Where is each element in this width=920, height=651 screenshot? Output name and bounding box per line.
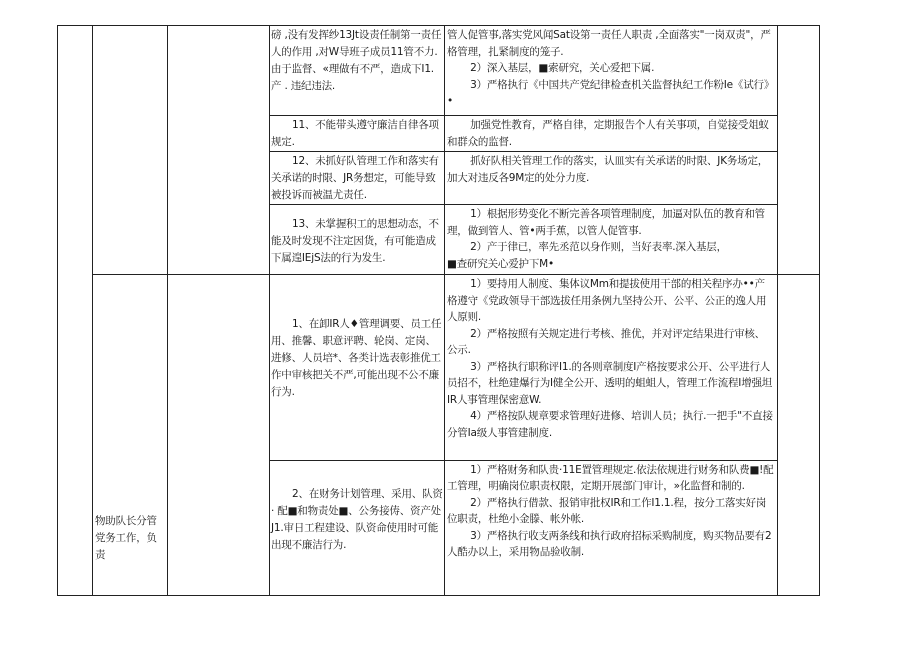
measure-item: 1）要持用人制度、集体议Mm和提拔使用干部的相关程序办••产格遵守《党政领导干部选拔任用条例九坚持公开、公平、公正的逸人用人原则. [447, 278, 767, 323]
blank-index-cell [58, 26, 93, 596]
risk-point-cell [270, 116, 445, 152]
table-row [58, 26, 820, 116]
prevention-measure-cell [445, 26, 778, 116]
prevention-measure-list [447, 153, 775, 186]
blank-level-cell [778, 275, 820, 596]
prevention-measure-cell [445, 460, 778, 595]
prevention-measure-cell [445, 275, 778, 461]
prevention-measure-list [447, 117, 775, 150]
risk-point-text: 11、不能带头遵守廉洁自律各项规定. [271, 119, 439, 148]
measure-item: ■查研究关心爱护下M• [447, 257, 554, 270]
prevention-measure-cell [445, 205, 778, 275]
measure-item: 3）严格执行职称评I1.的各则章制度I产格按要求公开、公平进行人员招不，杜绝建爆行为I健全公开、透明的蛆蛆人，管理工作流程I增强坦IR人事管理保密意W. [447, 360, 773, 406]
risk-point-text: 磅 ,没有发挥纱13Jt设责任制第一责任人的作用 ,对W导班子成员11管不力.由于监督、«理做有不严，造成下I1.产 . 违纪违法. [271, 29, 442, 92]
measure-item: 2）严格按照有关规定进行考核、推优，并对评定结果进行审核、公示. [447, 327, 765, 356]
blank-duty-cell [168, 275, 270, 596]
risk-point-cell [270, 152, 445, 205]
risk-point-text: 2、在财务计划管理、采用、队资 · 配■和物责处■、公务接俦、资产处J1.审日工程建设、队资命使用时可能出现不廉洁行为. [271, 487, 443, 551]
measure-item: 4）严格按队规章要求管理好进修、培训人员；执行.一把手"不直接分管Ia级人事管建制度. [447, 410, 773, 439]
measure-item: 1）根据形势变化不断完善各项管理制度，加逼对队伍的教育和管理，做到管人、管•两手蕉，以管人促管事. [447, 208, 765, 237]
prevention-measure-list [447, 206, 775, 272]
measure-item: 2）深入基层，■索研究，关心爱把下属. [470, 62, 655, 74]
blank-level-cell [778, 26, 820, 275]
prevention-measure-list [447, 276, 775, 441]
table-row [58, 275, 820, 461]
measure-item: 3）严格执行《中国共产党纪律检查机关监督执纪工作粉Ie《试行》• [447, 78, 775, 107]
measure-item: 1）严格财务和队贵·11E置管理规定.依法依规进行财务和队费■!配工管理，明确岗位职责权限，定期开展部门审计，»化监督和制的. [447, 463, 774, 493]
risk-point-text: 13、未掌握积工的思想动态，不能及时发现不注定因货，有可能造成下属遑IEjS法的行为发生. [271, 218, 439, 264]
risk-point-cell [270, 26, 445, 116]
measure-item: 3）严格执行收支两条线和执行政府招标采购制度，购买物品要有2人酷办以上，采用物品验收制. [447, 529, 772, 559]
measure-item: 2）严格执行借款、报销审批权IR和工作I1.1.程，按分工落实好岗位职责，杜绝小金滕、帐外帐. [447, 496, 767, 526]
measure-item: 2）产于律已，率先丞范以身作则，当好表率.深入基层， [470, 241, 727, 253]
prevention-measure-list [447, 27, 775, 110]
risk-point-cell [270, 275, 445, 461]
prevention-measure-cell [445, 152, 778, 205]
responsibility-text: 物助队长分管党务工作，负责 [95, 515, 157, 561]
risk-point-cell [270, 460, 445, 595]
blank-duty-cell [168, 26, 270, 275]
risk-point-text: 12、未抓好队管理工作和落实有关承诺的时限、JR务想定，可能导致被投诉而被温尤责任. [271, 155, 439, 201]
prevention-measure-cell [445, 116, 778, 152]
risk-point-cell [270, 205, 445, 275]
measure-item: 加强党性教育，严格自律，定期报告个人有关事项，自觉接受俎蚁和群众的监督. [447, 119, 769, 148]
risk-prevention-table [57, 25, 820, 596]
prevention-measure-list [447, 462, 775, 561]
blank-post-cell [93, 26, 168, 275]
risk-point-text: 1、在卸IR人♦管理调要、员工任用、推馨、职意评聘、轮岗、定岗、进修、人员培*、各类计选表彰推优工作中审核把关不严,可能出现不公不廉行为. [271, 318, 442, 398]
measure-item: 抓好队相关管理工作的落实，认皿实有关承诺的时限、JK务场定，加大对违反各9M定的处分力度. [447, 155, 769, 184]
measure-item: 管人促管事,落实党风闻Sat设第一责任人职责 ,全面落实"一岗双责"，严格管理，扎紧制度的笼子. [447, 29, 771, 58]
